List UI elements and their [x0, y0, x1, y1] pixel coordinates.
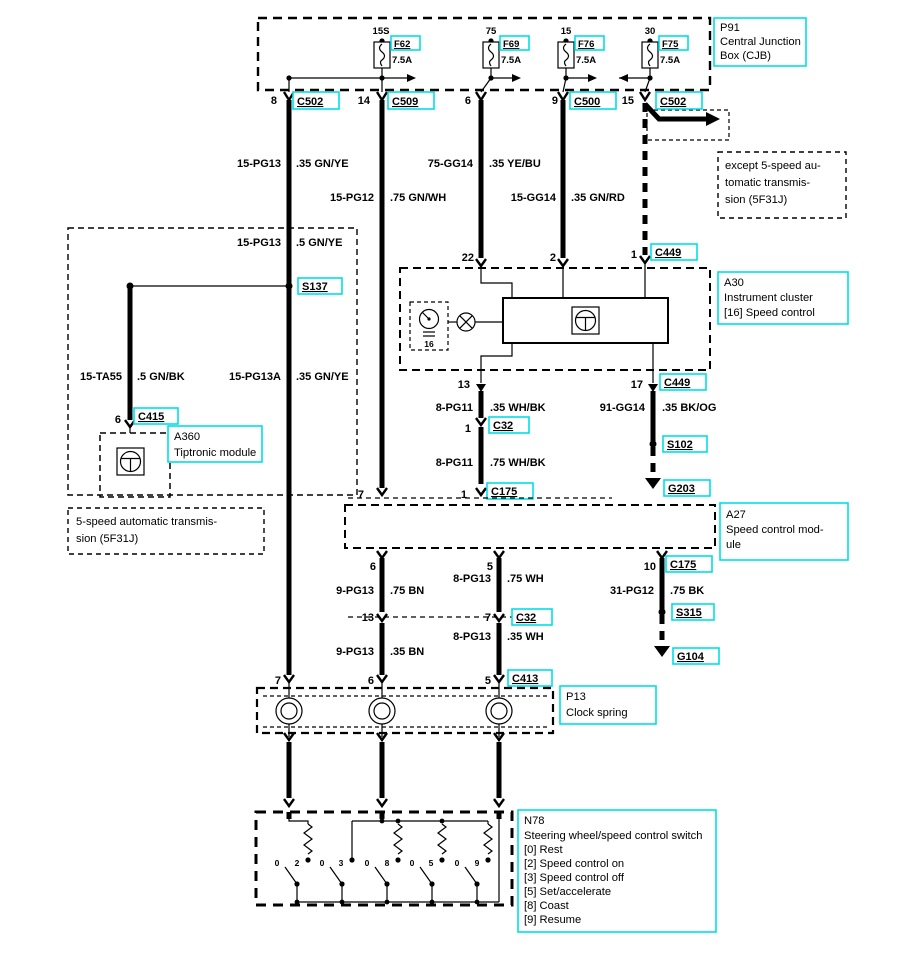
fuse-terminal: 15	[560, 26, 572, 37]
wire-label: .75 BK	[670, 585, 705, 597]
steering-wheel-switch	[256, 812, 512, 905]
n78-id: N78	[524, 815, 545, 827]
indicator-lamp-icon	[448, 313, 503, 331]
fuse-f76-label: F76	[578, 39, 595, 50]
switch-contact-label: 5	[428, 858, 434, 868]
splice-s137-tag: S137	[302, 281, 328, 293]
wire-label: 75-GG14	[427, 158, 473, 170]
instrument-cluster	[400, 244, 710, 383]
fuse-f76-rating: 7.5A	[576, 55, 597, 66]
resistor-icon	[304, 824, 312, 863]
resistor-icon	[438, 824, 446, 863]
splice-s102-tag: S102	[667, 439, 693, 451]
wire-label: 15-PG12	[329, 192, 374, 204]
wire-label: 8-PG11	[435, 457, 473, 469]
a360-label	[168, 426, 262, 462]
tiptronic-module-box	[100, 433, 170, 497]
pin-7-c32: 7	[484, 612, 491, 624]
p13-id: P13	[566, 691, 586, 703]
wire-label: .75 BN	[390, 585, 425, 597]
top-connector-row	[271, 92, 702, 109]
switch-rest-label: 0	[364, 858, 370, 868]
n78-label	[518, 810, 716, 932]
except-transmission-note	[718, 152, 846, 218]
a27-id: A27	[726, 509, 746, 521]
note-line: sion (5F31J)	[725, 194, 788, 206]
connector-c500: C500	[574, 96, 601, 108]
fuse-terminal: 30	[644, 26, 656, 37]
fuse-f75-rating: 7.5A	[660, 55, 681, 66]
a27-name-1: Speed control mod-	[726, 524, 824, 536]
switch-arm	[375, 867, 390, 902]
coil-icon	[369, 682, 395, 737]
wire-label: .75 WH/BK	[490, 457, 546, 469]
wire-15-gg14	[558, 92, 568, 266]
pin-15: 15	[621, 95, 634, 107]
pin-c415: 6	[114, 414, 121, 426]
switch-rest-label: 0	[319, 858, 325, 868]
note-line: except 5-speed au-	[725, 160, 821, 172]
n78-pos-set: [5] Set/accelerate	[524, 886, 612, 898]
switch-arm	[285, 867, 300, 902]
pin-5-c413: 5	[484, 675, 491, 687]
pin-13: 13	[457, 379, 470, 391]
switch-arm	[330, 867, 345, 902]
wire-label: .35 WH/BK	[490, 402, 546, 414]
a360-name: Tiptronic module	[174, 447, 257, 459]
clock-spring	[257, 682, 553, 737]
wire-label: 8-PG13	[453, 631, 491, 643]
connector-c175-upper-tag: C175	[491, 486, 518, 498]
resistor-icon	[484, 821, 492, 863]
wire-label: 15-PG13	[236, 237, 281, 249]
p91-id: P91	[720, 22, 740, 34]
connector-c32-upper-tag: C32	[493, 420, 514, 432]
wire-except-feed	[640, 92, 729, 263]
wire-label: 8-PG13	[453, 573, 491, 585]
fuse-f69-rating: 7.5A	[501, 55, 522, 66]
wire-label: .75 GN/WH	[390, 192, 447, 204]
clockspring-to-switch-wires	[284, 733, 504, 806]
a30-name: Instrument cluster	[724, 292, 813, 304]
switch-arm	[465, 867, 480, 902]
wire-label: 31-PG12	[609, 585, 654, 597]
a30-id: A30	[724, 277, 744, 289]
a360-id: A360	[174, 431, 201, 443]
pin-1: 1	[630, 249, 637, 261]
wire-label: .75 WH	[507, 573, 544, 585]
coil-icon	[486, 682, 512, 737]
wire-label: .5 GN/YE	[296, 237, 343, 249]
switch-arm	[420, 867, 435, 902]
wire-label: .35 BN	[390, 646, 425, 658]
speedometer-icon	[410, 302, 448, 350]
pin-2: 2	[549, 252, 556, 264]
connector-c449-top-tag: C449	[655, 247, 682, 259]
pin-6: 6	[464, 95, 471, 107]
connector-c175-lower-tag: C175	[670, 559, 697, 571]
pin-22: 22	[461, 252, 474, 264]
wire-label: .35 GN/YE	[296, 371, 349, 383]
connector-c415-tag: C415	[138, 411, 165, 423]
connector-c502: C502	[297, 96, 324, 108]
pin-6-c413: 6	[367, 675, 374, 687]
wire-label: 91-GG14	[599, 402, 645, 414]
fuse-terminal: 75	[485, 26, 497, 37]
fuse-f62-label: F62	[394, 39, 411, 50]
steering-wheel-icon	[117, 448, 144, 475]
switch-contact-label: 8	[384, 858, 390, 868]
switch-rest-label: 0	[274, 858, 280, 868]
a30-function: [16] Speed control	[724, 307, 815, 319]
n78-pos-rest: [0] Rest	[524, 844, 563, 856]
wire-15-pg13	[284, 92, 294, 682]
wire-label: 9-PG13	[336, 585, 374, 597]
fuse-f62-icon	[373, 26, 390, 92]
cluster-output-wires	[436, 374, 717, 501]
fuse-f69-label: F69	[503, 39, 520, 50]
pin-6-a27: 6	[369, 561, 376, 573]
pin-17: 17	[630, 379, 643, 391]
fuse-f62-rating: 7.5A	[392, 55, 413, 66]
wire-label: .35 GN/RD	[571, 192, 625, 204]
connector-c502b: C502	[660, 96, 687, 108]
pin-c32-upper: 1	[464, 423, 471, 435]
coil-icon	[276, 682, 302, 737]
wire-75-gg14	[476, 92, 486, 266]
wire-label: .35 YE/BU	[489, 158, 541, 170]
pin-9: 9	[551, 95, 558, 107]
p91-label	[714, 18, 806, 66]
fuse-f76-icon	[558, 26, 574, 92]
wire-label: 15-PG13	[236, 158, 281, 170]
ground-g203-tag: G203	[668, 483, 695, 495]
wire-label: 9-PG13	[336, 646, 374, 658]
connector-c449-mid-tag: C449	[664, 377, 691, 389]
pin-8: 8	[270, 95, 277, 107]
wire-label: 15-TA55	[80, 371, 122, 383]
pin-10-a27: 10	[643, 561, 656, 573]
fuse-terminal: 15S	[372, 26, 390, 37]
switch-contact-label: 2	[294, 858, 300, 868]
wire-label: 15-PG13A	[229, 371, 281, 383]
note-line: 5-speed automatic transmis-	[76, 516, 218, 528]
pin-c175-upper: 1	[460, 489, 467, 501]
note-line: sion (5F31J)	[76, 533, 139, 545]
fuse-f75-icon	[642, 26, 658, 92]
pin-14: 14	[357, 95, 370, 107]
a27-label	[720, 503, 848, 560]
n78-pos-resume: [9] Resume	[524, 914, 582, 926]
connector-c32-lower-tag: C32	[516, 612, 537, 624]
switch-rest-label: 0	[409, 858, 415, 868]
wire-label: .5 GN/BK	[137, 371, 185, 383]
icon-ref-16: 16	[424, 339, 434, 349]
pin-7-a27: 7	[357, 489, 364, 501]
p13-label	[560, 686, 656, 724]
wire-label: .35 BK/OG	[662, 402, 717, 414]
connector-c413-tag: C413	[512, 673, 539, 685]
five-speed-note	[68, 508, 264, 554]
wire-label: 8-PG11	[435, 402, 473, 414]
pin-13-c32: 13	[361, 612, 374, 624]
p91-name-2: Box (CJB)	[720, 50, 771, 62]
wire-label: .35 GN/YE	[296, 158, 349, 170]
wire-15-pg12	[377, 92, 387, 495]
switch-contact-label: 9	[474, 858, 480, 868]
note-line: tomatic transmis-	[725, 177, 811, 189]
p13-name: Clock spring	[566, 707, 628, 719]
connector-c509: C509	[392, 96, 419, 108]
module-to-clockspring-wires	[275, 558, 719, 687]
splice-s315	[659, 609, 666, 616]
splice-s315-tag: S315	[676, 607, 702, 619]
n78-name: Steering wheel/speed control switch	[524, 830, 703, 842]
resistor-icon	[394, 824, 402, 863]
n78-pos-on: [2] Speed control on	[524, 858, 625, 870]
upper-wire-labels	[237, 158, 625, 249]
p91-name-1: Central Junction	[720, 36, 801, 48]
ground-g203-icon	[645, 478, 661, 489]
fuse-f69-icon	[481, 26, 499, 92]
n78-pos-coast: [8] Coast	[524, 900, 569, 912]
pin-5-a27: 5	[486, 561, 493, 573]
switch-rest-label: 0	[454, 858, 460, 868]
wire-label: .35 WH	[507, 631, 544, 643]
switch-contact-label: 3	[338, 858, 344, 868]
a30-label	[718, 272, 848, 324]
wire-label: 15-GG14	[510, 192, 556, 204]
splice-s102	[650, 441, 657, 448]
ground-g104-tag: G104	[677, 651, 704, 663]
fuse-f75-label: F75	[662, 39, 679, 50]
ground-g104-icon	[654, 646, 670, 657]
a27-name-2: ule	[726, 539, 741, 551]
pin-7-c413: 7	[274, 675, 281, 687]
n78-pos-off: [3] Speed control off	[524, 872, 624, 884]
